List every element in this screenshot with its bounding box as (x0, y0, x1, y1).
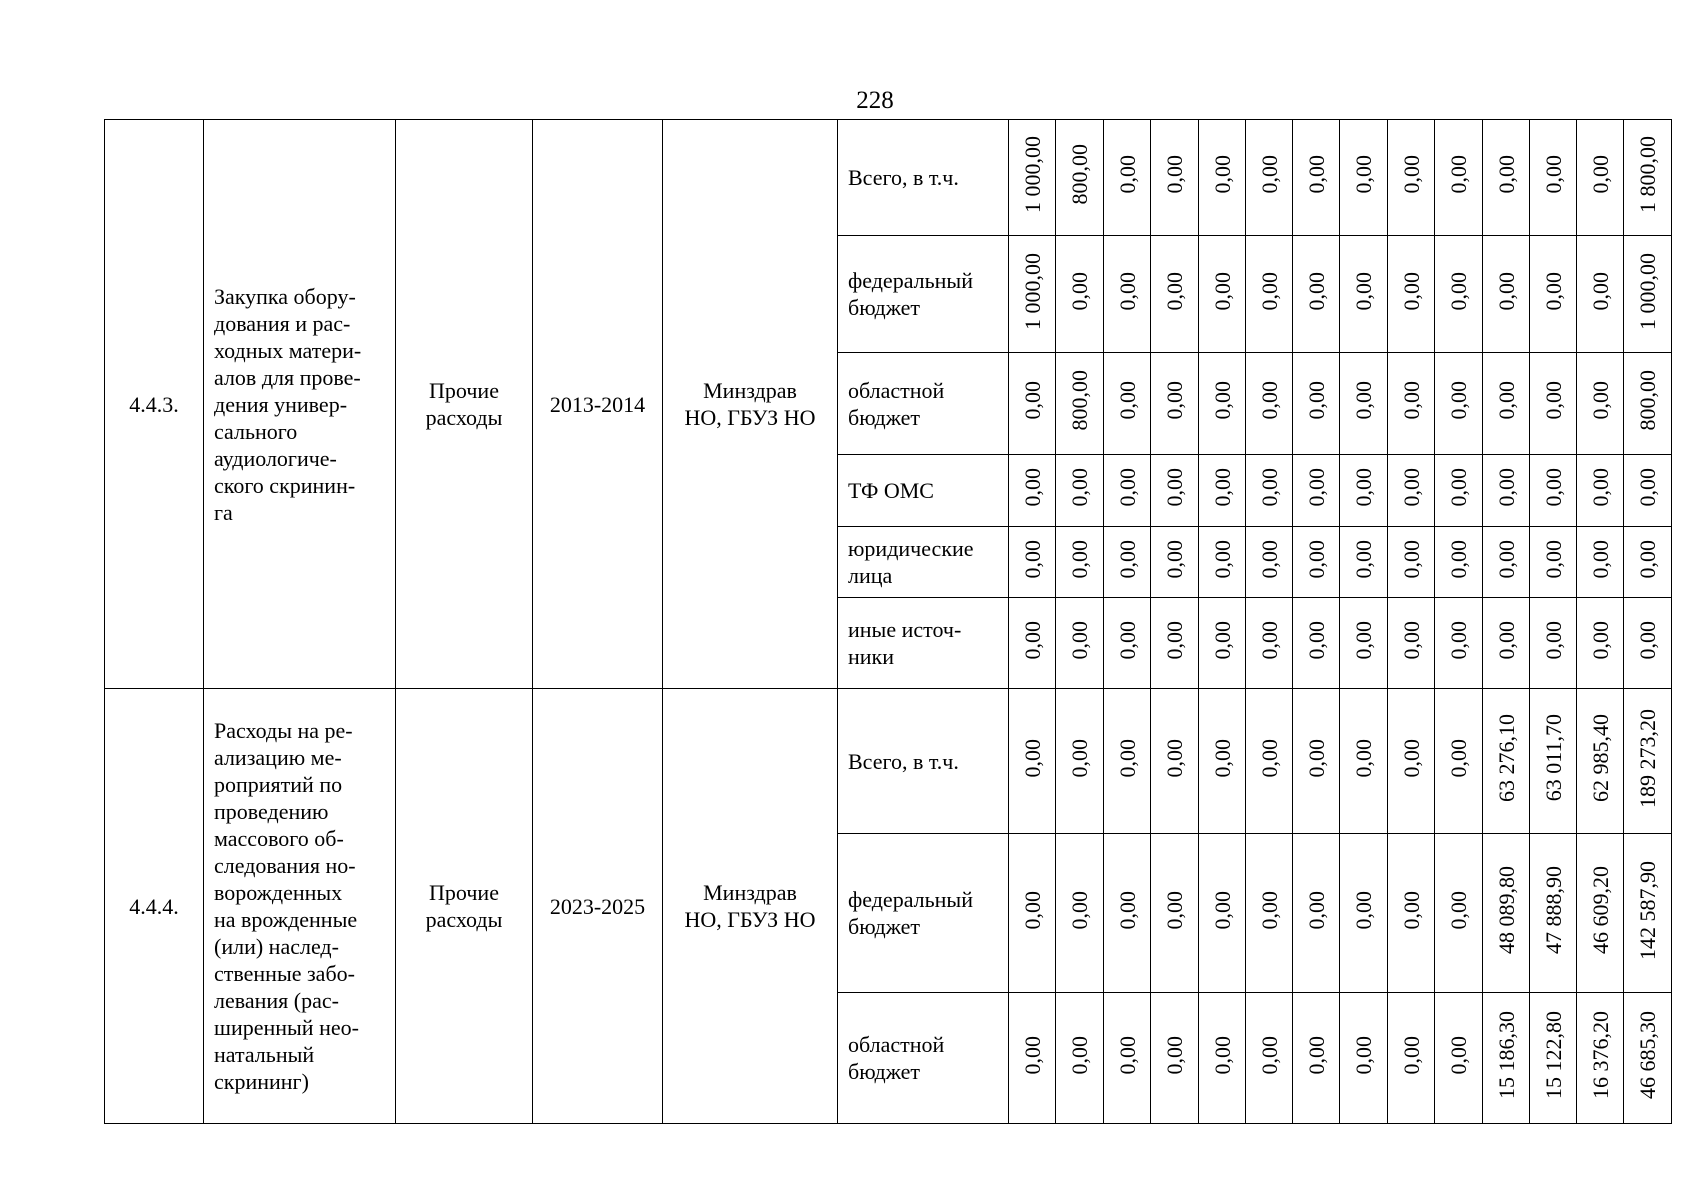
amount-cell (1293, 353, 1340, 455)
amount-cell (1104, 689, 1151, 834)
amount-cell (1577, 834, 1624, 993)
amount-cell (1056, 120, 1104, 236)
amount-total-cell (1624, 353, 1672, 455)
implementation-period-text: 2023-2025 (549, 893, 646, 919)
amount-value: 0,00 (1398, 539, 1424, 579)
amount-cell (1577, 993, 1624, 1124)
amount-value: 142 587,90 (1635, 860, 1660, 960)
amount-cell (1199, 993, 1246, 1124)
amount-cell (1340, 689, 1388, 834)
amount-cell (1104, 455, 1151, 527)
amount-value: 0,00 (1162, 620, 1187, 660)
amount-value: 0,00 (1446, 468, 1471, 507)
amount-cell (1340, 598, 1388, 689)
implementation-period (533, 120, 663, 689)
funding-source-label: Всего, в т.ч. (848, 165, 959, 190)
measure-name (204, 689, 396, 1124)
amount-value: 0,00 (1019, 468, 1045, 507)
amount-cell (1246, 527, 1293, 598)
amount-cell (1104, 236, 1151, 353)
amount-cell (1009, 527, 1056, 598)
amount-value: 0,00 (1540, 468, 1566, 507)
funding-source (838, 236, 1009, 353)
amount-value: 0,00 (1067, 468, 1092, 507)
amount-cell (1151, 353, 1199, 455)
amount-cell (1483, 455, 1530, 527)
amount-value: 46 685,30 (1635, 1011, 1660, 1099)
amount-cell (1340, 236, 1388, 353)
amount-cell (1199, 527, 1246, 598)
amount-value: 0,00 (1446, 271, 1471, 311)
amount-value: 0,00 (1587, 539, 1613, 579)
amount-value: 0,00 (1446, 890, 1471, 930)
amount-cell (1151, 598, 1199, 689)
amount-value: 0,00 (1398, 468, 1424, 507)
amount-value: 62 985,40 (1587, 714, 1613, 802)
amount-value: 0,00 (1398, 620, 1424, 660)
amount-cell (1530, 455, 1577, 527)
funding-source (838, 527, 1009, 598)
amount-cell (1530, 689, 1577, 834)
amount-cell (1340, 353, 1388, 455)
amount-value: 0,00 (1162, 381, 1187, 420)
amount-cell (1104, 353, 1151, 455)
amount-cell (1199, 353, 1246, 455)
amount-value: 0,00 (1587, 620, 1613, 660)
amount-value: 0,00 (1209, 738, 1235, 778)
amount-value: 0,00 (1446, 381, 1471, 420)
amount-cell (1388, 236, 1435, 353)
amount-value: 0,00 (1114, 738, 1140, 778)
amount-value: 0,00 (1067, 1035, 1092, 1075)
expense-category-text: Прочие расходы (425, 378, 503, 430)
executor (663, 120, 838, 689)
measure-code (105, 689, 204, 1124)
page-number: 228 (856, 87, 894, 114)
amount-cell (1340, 527, 1388, 598)
amount-value: 800,00 (1067, 144, 1092, 205)
amount-value: 0,00 (1493, 155, 1519, 194)
amount-cell (1246, 236, 1293, 353)
implementation-period (533, 689, 663, 1124)
amount-value: 16 376,20 (1587, 1011, 1613, 1099)
amount-total-cell (1624, 689, 1672, 834)
amount-value: 0,00 (1114, 539, 1140, 579)
amount-value: 0,00 (1540, 539, 1566, 579)
amount-cell (1009, 689, 1056, 834)
amount-cell (1056, 455, 1104, 527)
amount-cell (1293, 120, 1340, 236)
expense-category-text: Прочие расходы (425, 880, 503, 932)
amount-value: 0,00 (1351, 620, 1376, 660)
amount-total-cell (1624, 455, 1672, 527)
funding-source-label: федеральный бюджет (848, 268, 973, 320)
amount-cell (1293, 993, 1340, 1124)
amount-value: 0,00 (1635, 468, 1660, 507)
amount-cell (1577, 353, 1624, 455)
funding-source (838, 120, 1009, 236)
amount-cell (1388, 689, 1435, 834)
amount-cell (1435, 236, 1483, 353)
amount-cell (1483, 689, 1530, 834)
amount-value: 0,00 (1256, 155, 1282, 194)
amount-value: 0,00 (1019, 1035, 1045, 1075)
funding-source-label: юридические лица (848, 536, 974, 588)
amount-value: 0,00 (1019, 890, 1045, 930)
amount-value: 0,00 (1351, 381, 1376, 420)
executor-text: Минздрав НО, ГБУЗ НО (684, 378, 816, 430)
amount-value: 0,00 (1540, 620, 1566, 660)
amount-value: 0,00 (1256, 381, 1282, 420)
amount-value: 63 011,70 (1540, 714, 1566, 802)
amount-cell (1483, 834, 1530, 993)
amount-cell (1435, 834, 1483, 993)
amount-total-cell (1624, 236, 1672, 353)
amount-value: 0,00 (1351, 468, 1376, 507)
amount-value: 0,00 (1587, 381, 1613, 420)
amount-cell (1056, 236, 1104, 353)
amount-value: 0,00 (1019, 738, 1045, 778)
amount-value: 0,00 (1209, 620, 1235, 660)
amount-total-cell (1624, 598, 1672, 689)
amount-value: 0,00 (1587, 155, 1613, 194)
amount-cell (1530, 236, 1577, 353)
amount-value: 0,00 (1540, 155, 1566, 194)
funding-source-label: федеральный бюджет (848, 887, 973, 939)
amount-cell (1530, 353, 1577, 455)
budget-table (104, 119, 1672, 1124)
table-row (105, 689, 1672, 834)
amount-value: 0,00 (1398, 271, 1424, 311)
amount-cell (1577, 689, 1624, 834)
amount-total-cell (1624, 120, 1672, 236)
amount-value: 0,00 (1635, 620, 1660, 660)
amount-cell (1388, 834, 1435, 993)
amount-value: 0,00 (1303, 738, 1329, 778)
amount-cell (1246, 689, 1293, 834)
amount-cell (1199, 598, 1246, 689)
amount-cell (1530, 598, 1577, 689)
amount-total-cell (1624, 834, 1672, 993)
amount-value: 0,00 (1162, 271, 1187, 311)
amount-value: 0,00 (1493, 381, 1519, 420)
amount-cell (1435, 598, 1483, 689)
amount-cell (1104, 834, 1151, 993)
amount-cell (1577, 455, 1624, 527)
amount-value: 0,00 (1446, 1035, 1471, 1075)
amount-cell (1530, 527, 1577, 598)
amount-value: 189 273,20 (1635, 708, 1660, 808)
amount-value: 46 609,20 (1587, 866, 1613, 954)
amount-cell (1435, 455, 1483, 527)
amount-value: 47 888,90 (1540, 866, 1566, 954)
amount-cell (1199, 834, 1246, 993)
funding-source (838, 834, 1009, 993)
amount-value: 0,00 (1256, 738, 1282, 778)
amount-cell (1483, 598, 1530, 689)
amount-value: 0,00 (1114, 381, 1140, 420)
amount-cell (1435, 993, 1483, 1124)
amount-cell (1388, 120, 1435, 236)
funding-source-label: иные источ- ники (848, 617, 962, 669)
amount-total-cell (1624, 993, 1672, 1124)
measure-code (105, 120, 204, 689)
amount-cell (1056, 689, 1104, 834)
amount-value: 0,00 (1398, 738, 1424, 778)
amount-value: 15 186,30 (1493, 1011, 1519, 1099)
amount-cell (1530, 834, 1577, 993)
amount-value: 0,00 (1209, 890, 1235, 930)
amount-cell (1104, 120, 1151, 236)
amount-value: 63 276,10 (1493, 714, 1519, 802)
amount-value: 0,00 (1493, 620, 1519, 660)
amount-cell (1056, 993, 1104, 1124)
amount-cell (1483, 120, 1530, 236)
amount-cell (1104, 598, 1151, 689)
funding-source-label: Всего, в т.ч. (848, 748, 959, 774)
amount-value: 1 000,00 (1019, 136, 1045, 213)
measure-name-text: Закупка обору- дования и рас- ходных матери- алов для прове- дения универ- сального аудиологиче- ского скринин- га (214, 283, 362, 525)
amount-value: 48 089,80 (1493, 866, 1519, 954)
amount-cell (1530, 120, 1577, 236)
amount-cell (1293, 598, 1340, 689)
amount-cell (1246, 598, 1293, 689)
amount-value: 0,00 (1587, 271, 1613, 311)
amount-value: 0,00 (1114, 271, 1140, 311)
amount-value: 0,00 (1114, 1035, 1140, 1075)
amount-value: 0,00 (1587, 468, 1613, 507)
amount-value: 0,00 (1114, 890, 1140, 930)
amount-value: 0,00 (1256, 539, 1282, 579)
amount-cell (1340, 834, 1388, 993)
amount-cell (1388, 455, 1435, 527)
amount-cell (1246, 993, 1293, 1124)
amount-value: 15 122,80 (1540, 1011, 1566, 1099)
expense-category (396, 689, 533, 1124)
funding-source (838, 455, 1009, 527)
funding-source (838, 689, 1009, 834)
amount-cell (1246, 834, 1293, 993)
amount-cell (1009, 236, 1056, 353)
funding-source (838, 993, 1009, 1124)
amount-value: 0,00 (1493, 539, 1519, 579)
amount-value: 0,00 (1351, 271, 1376, 311)
amount-value: 0,00 (1256, 620, 1282, 660)
amount-value: 800,00 (1635, 370, 1660, 431)
amount-cell (1293, 455, 1340, 527)
amount-cell (1435, 120, 1483, 236)
amount-cell (1435, 353, 1483, 455)
amount-cell (1435, 689, 1483, 834)
amount-value: 0,00 (1162, 539, 1187, 579)
amount-cell (1056, 834, 1104, 993)
amount-cell (1530, 993, 1577, 1124)
amount-value: 0,00 (1351, 890, 1376, 930)
funding-source-label: ТФ ОМС (848, 478, 934, 503)
amount-value: 0,00 (1398, 1035, 1424, 1075)
amount-value: 0,00 (1162, 738, 1187, 778)
funding-source-label: областной бюджет (848, 377, 945, 430)
amount-cell (1151, 120, 1199, 236)
amount-cell (1056, 353, 1104, 455)
implementation-period-text: 2013-2014 (549, 391, 646, 417)
amount-cell (1009, 353, 1056, 455)
amount-value: 0,00 (1114, 620, 1140, 660)
amount-cell (1009, 455, 1056, 527)
funding-source-label: областной бюджет (848, 1032, 945, 1084)
amount-value: 0,00 (1398, 381, 1424, 420)
amount-total-cell (1624, 527, 1672, 598)
amount-value: 0,00 (1493, 468, 1519, 507)
amount-value: 0,00 (1540, 381, 1566, 420)
amount-cell (1293, 834, 1340, 993)
amount-value: 0,00 (1303, 155, 1329, 194)
amount-value: 0,00 (1446, 620, 1471, 660)
amount-cell (1009, 120, 1056, 236)
amount-value: 0,00 (1256, 271, 1282, 311)
amount-value: 0,00 (1351, 539, 1376, 579)
amount-value: 0,00 (1019, 381, 1045, 420)
amount-value: 0,00 (1351, 738, 1376, 778)
amount-value: 0,00 (1303, 381, 1329, 420)
amount-value: 0,00 (1067, 620, 1092, 660)
amount-value: 0,00 (1162, 155, 1187, 194)
funding-source (838, 598, 1009, 689)
amount-value: 0,00 (1398, 890, 1424, 930)
amount-cell (1104, 527, 1151, 598)
expense-category (396, 120, 533, 689)
amount-value: 0,00 (1446, 155, 1471, 194)
amount-cell (1388, 598, 1435, 689)
amount-value: 0,00 (1635, 539, 1660, 579)
amount-cell (1577, 527, 1624, 598)
amount-cell (1293, 689, 1340, 834)
amount-value: 0,00 (1067, 539, 1092, 579)
amount-value: 0,00 (1209, 271, 1235, 311)
amount-cell (1199, 120, 1246, 236)
amount-cell (1151, 455, 1199, 527)
executor-text: Минздрав НО, ГБУЗ НО (684, 880, 816, 932)
amount-cell (1483, 993, 1530, 1124)
amount-value: 0,00 (1162, 1035, 1187, 1075)
amount-value: 0,00 (1019, 539, 1045, 579)
amount-value: 0,00 (1446, 738, 1471, 778)
amount-cell (1577, 120, 1624, 236)
amount-value: 0,00 (1256, 890, 1282, 930)
amount-value: 0,00 (1398, 155, 1424, 194)
amount-cell (1483, 353, 1530, 455)
amount-value: 800,00 (1067, 370, 1092, 431)
amount-cell (1056, 598, 1104, 689)
amount-value: 0,00 (1209, 539, 1235, 579)
amount-cell (1388, 527, 1435, 598)
amount-cell (1388, 353, 1435, 455)
amount-cell (1009, 993, 1056, 1124)
amount-value: 0,00 (1303, 271, 1329, 311)
amount-value: 0,00 (1351, 155, 1376, 194)
amount-value: 0,00 (1540, 271, 1566, 311)
amount-cell (1340, 993, 1388, 1124)
executor (663, 689, 838, 1124)
amount-value: 0,00 (1209, 468, 1235, 507)
amount-cell (1151, 689, 1199, 834)
table-row (105, 120, 1672, 236)
measure-code-text: 4.4.4. (129, 893, 179, 919)
amount-cell (1246, 353, 1293, 455)
amount-cell (1577, 598, 1624, 689)
amount-value: 0,00 (1209, 381, 1235, 420)
amount-value: 0,00 (1162, 468, 1187, 507)
amount-cell (1056, 527, 1104, 598)
amount-value: 0,00 (1351, 1035, 1376, 1075)
amount-cell (1104, 993, 1151, 1124)
amount-value: 0,00 (1067, 738, 1092, 778)
amount-value: 0,00 (1303, 890, 1329, 930)
amount-value: 0,00 (1067, 890, 1092, 930)
amount-cell (1009, 834, 1056, 993)
amount-value: 0,00 (1019, 620, 1045, 660)
amount-cell (1293, 236, 1340, 353)
amount-cell (1199, 455, 1246, 527)
amount-cell (1199, 236, 1246, 353)
amount-value: 1 000,00 (1635, 252, 1660, 330)
amount-value: 0,00 (1256, 468, 1282, 507)
amount-value: 0,00 (1209, 1035, 1235, 1075)
measure-code-text: 4.4.3. (129, 391, 179, 417)
amount-value: 0,00 (1446, 539, 1471, 579)
amount-value: 0,00 (1303, 539, 1329, 579)
amount-cell (1009, 598, 1056, 689)
amount-cell (1151, 527, 1199, 598)
amount-value: 0,00 (1162, 890, 1187, 930)
amount-value: 0,00 (1114, 468, 1140, 507)
amount-cell (1483, 236, 1530, 353)
measure-name (204, 120, 396, 689)
amount-value: 0,00 (1303, 1035, 1329, 1075)
amount-cell (1293, 527, 1340, 598)
amount-cell (1151, 993, 1199, 1124)
amount-value: 0,00 (1209, 155, 1235, 194)
amount-value: 0,00 (1303, 620, 1329, 660)
amount-cell (1388, 993, 1435, 1124)
amount-cell (1483, 527, 1530, 598)
amount-cell (1199, 689, 1246, 834)
measure-name-text: Расходы на ре- ализацию ме- роприятий по проведению массового об- следования но- ворожденных на врожденные (или) наслед- ственные забо- левания (рас- ширенный нео- натальный скрининг) (214, 718, 359, 1094)
amount-value: 0,00 (1067, 271, 1092, 311)
amount-cell (1340, 455, 1388, 527)
amount-value: 0,00 (1114, 155, 1140, 194)
funding-source (838, 353, 1009, 455)
amount-value: 0,00 (1493, 271, 1519, 311)
amount-cell (1151, 834, 1199, 993)
amount-value: 1 800,00 (1635, 136, 1660, 213)
amount-cell (1246, 120, 1293, 236)
amount-cell (1435, 527, 1483, 598)
amount-cell (1246, 455, 1293, 527)
amount-value: 1 000,00 (1019, 252, 1045, 330)
amount-cell (1577, 236, 1624, 353)
amount-value: 0,00 (1256, 1035, 1282, 1075)
amount-cell (1340, 120, 1388, 236)
amount-value: 0,00 (1303, 468, 1329, 507)
amount-cell (1151, 236, 1199, 353)
